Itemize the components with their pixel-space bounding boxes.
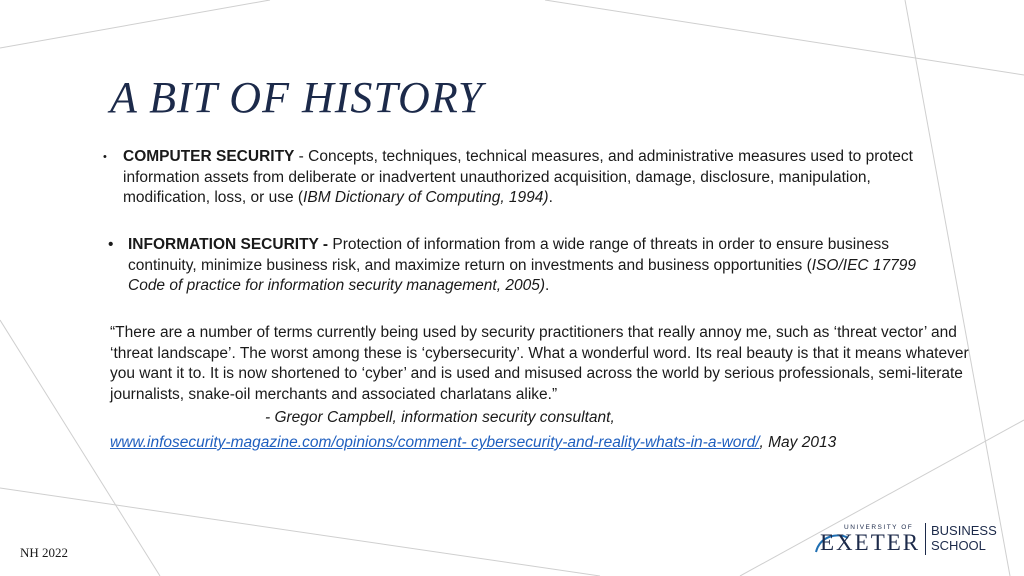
slide-title: A BIT OF HISTORY	[110, 73, 484, 122]
source-link[interactable]: www.infosecurity-magazine.com/opinions/comment- cybersecurity-and-reality-whats-in-a-word/	[110, 434, 760, 451]
bullet-dot: •	[108, 236, 114, 253]
logo-school-line1: BUSINESS	[931, 523, 997, 538]
bullet-end: .	[548, 189, 553, 206]
definition-text: - Concepts, techniques, technical measures, and administrative measures used to protect information assets from deliberate or inadvertent unauthorized acquisition, damage, disclosure, manipulation, modification, loss, or use (	[123, 148, 913, 206]
citation: IBM Dictionary of Computing, 1994)	[303, 189, 549, 206]
footer-text: NH 2022	[20, 545, 69, 560]
source-date: , May 2013	[759, 434, 837, 451]
university-logo	[812, 520, 996, 560]
term-computer-security: COMPUTER SECURITY	[123, 148, 295, 165]
quote-attribution: - Gregor Campbell, information security consultant,	[265, 409, 615, 426]
logo-school	[931, 523, 997, 553]
bullet-information-security	[108, 235, 923, 297]
definition-text: Protection of information from a wide range of threats in order to ensure business continuity, minimize business risk, and maximize return on investments and business opportunities (	[128, 236, 889, 274]
quote-source	[110, 434, 836, 452]
quote-text: “There are a number of terms currently being used by security practitioners that really annoy me, such as ‘threat vector’ and ‘threat landscape’. The worst among these is ‘cybersecurity’. What a wonderful word. Its real beauty is that it means whatever you want it to. It is now shortened to ‘cyber’ and is used and misused across the world by serious professionals, semi-literate journalists, snake-oil merchants and associated charlatans alike.”	[110, 324, 969, 403]
term-information-security: INFORMATION SECURITY -	[128, 236, 333, 253]
logo-university: UNIVERSITY OF	[844, 524, 914, 531]
bullet-computer-security	[103, 147, 923, 209]
citation: ISO/IEC 17799 Code of practice for information security management, 2005)	[128, 256, 917, 294]
logo-school-line2: SCHOOL	[931, 538, 986, 553]
bullet-end: .	[545, 277, 550, 294]
bullet-dot: •	[103, 151, 107, 163]
logo-divider	[925, 523, 926, 555]
logo-name: EXETER	[820, 530, 921, 555]
